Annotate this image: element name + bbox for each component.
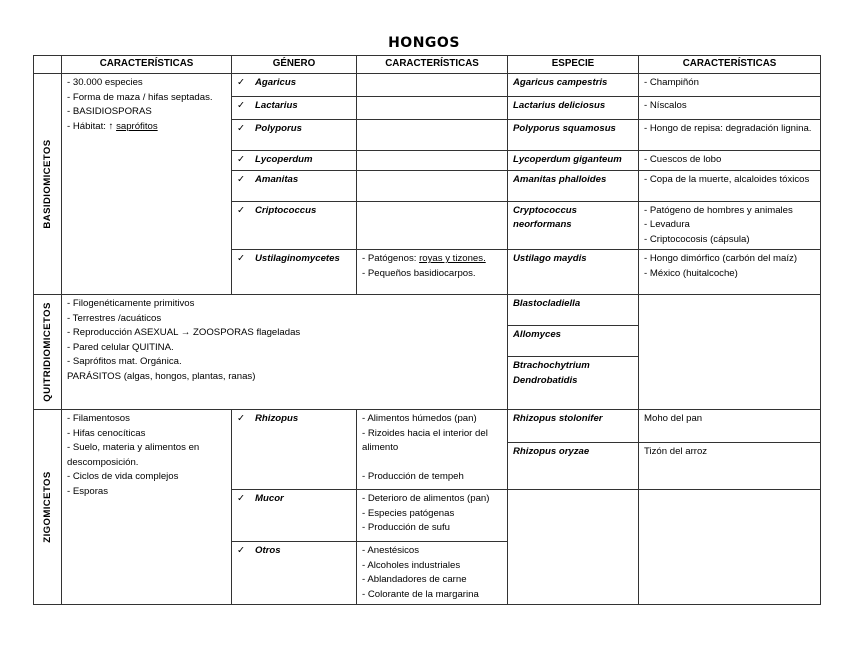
check-icon: ✓ xyxy=(237,545,246,556)
genus-char-line: - Pequeños basidiocarpos. xyxy=(362,267,476,279)
species-char-line: - Hongo dimórfico (carbón del maíz) xyxy=(644,253,798,264)
genus-char-line: - Alcoholes industriales xyxy=(362,559,461,571)
feature-line: - Pared celular QUITINA. xyxy=(67,341,174,353)
species-chars-cell xyxy=(639,295,821,410)
genus-cell xyxy=(232,120,357,151)
species-chars-cell xyxy=(639,250,821,295)
fungi-table xyxy=(33,55,821,605)
species-cell: Blastocladiella xyxy=(508,295,639,326)
group-label-text: BASIDIOMICETOS xyxy=(41,139,53,229)
corner-cell xyxy=(34,56,62,74)
genus-cell xyxy=(232,97,357,120)
genus-chars-cell xyxy=(357,97,508,120)
genus-name: Polyporus xyxy=(255,123,302,134)
feature-line: - Esporas xyxy=(67,485,109,497)
genus-cell xyxy=(232,250,357,295)
quitridiomicetos-features xyxy=(62,295,508,410)
species-char-line: - Hongo de repisa: degradación lignina. xyxy=(644,123,812,134)
header-row xyxy=(34,56,821,74)
feature-line: PARÁSITOS (algas, hongos, plantas, ranas) xyxy=(67,370,256,382)
genus-char-line: - Rizoides hacia el interior del alimento xyxy=(362,427,488,453)
species-cell: Rhizopus oryzae xyxy=(508,443,639,490)
genus-cell xyxy=(232,490,357,542)
genus-name: Lactarius xyxy=(255,100,298,111)
genus-char-line xyxy=(362,252,502,267)
species-cell: Allomyces xyxy=(508,326,639,357)
species-cell: Agaricus campestris xyxy=(508,74,639,97)
table-row xyxy=(34,295,821,326)
genus-char-prefix: - Patógenos: xyxy=(362,253,420,264)
species-char-line: - Levadura xyxy=(644,219,690,230)
genus-name: Lycoperdum xyxy=(255,154,313,165)
feature-underlined: saprófitos xyxy=(116,120,158,132)
species-char-line: - Patógeno de hombres y animales xyxy=(644,204,793,216)
species-cell: Btrachochytrium Dendrobatidis xyxy=(508,357,639,410)
genus-char-line: - Ablandadores de carne xyxy=(362,574,467,585)
genus-chars-cell xyxy=(357,120,508,151)
check-icon: ✓ xyxy=(237,413,246,424)
species-cell: Amanitas phalloides xyxy=(508,170,639,201)
genus-chars-cell xyxy=(357,151,508,171)
table-row xyxy=(34,410,821,443)
genus-cell xyxy=(232,170,357,201)
species-cell xyxy=(508,490,639,605)
genus-cell xyxy=(232,542,357,605)
group-label-zigomicetos xyxy=(34,410,62,605)
page-title: HONGOS xyxy=(388,35,460,51)
feature-line: - Suelo, materia y alimentos en descomposición. xyxy=(67,442,200,468)
genus-name: Agaricus xyxy=(255,77,297,88)
species-chars-cell xyxy=(639,151,821,171)
header-characteristics: CARACTERÍSTICAS xyxy=(62,56,232,74)
genus-chars-cell xyxy=(357,250,508,295)
genus-chars-cell xyxy=(357,542,508,605)
species-cell: Rhizopus stolonifer xyxy=(508,410,639,443)
genus-name: Mucor xyxy=(255,493,284,504)
group-label-text: QUITRIDIOMICETOS xyxy=(41,302,53,402)
genus-name: Otros xyxy=(255,545,281,556)
species-cell: Polyporus squamosus xyxy=(508,120,639,151)
genus-cell xyxy=(232,74,357,97)
species-chars-cell xyxy=(639,97,821,120)
zigomicetos-features xyxy=(62,410,232,605)
feature-line: - Filogenéticamente primitivos xyxy=(67,298,195,309)
feature-prefix: - Hábitat: ↑ xyxy=(67,120,117,132)
feature-line: - Saprófitos mat. Orgánica. xyxy=(67,356,182,367)
species-char-line: - Criptococosis (cápsula) xyxy=(644,233,750,245)
feature-line: - Terrestres /acuáticos xyxy=(67,312,162,324)
group-label-basidiomicetos xyxy=(34,74,62,295)
spacer xyxy=(362,456,502,470)
group-label-quitridiomicetos xyxy=(34,295,62,410)
genus-cell xyxy=(232,201,357,250)
header-genus: GÉNERO xyxy=(232,56,357,74)
species-chars-cell xyxy=(639,120,821,151)
species-chars-cell xyxy=(639,170,821,201)
check-icon: ✓ xyxy=(237,123,246,134)
genus-char-line: - Colorante de la margarina xyxy=(362,588,479,600)
species-chars-cell xyxy=(639,74,821,97)
check-icon: ✓ xyxy=(237,253,246,264)
species-chars-cell: Tizón del arroz xyxy=(639,443,821,490)
species-cell: Lactarius deliciosus xyxy=(508,97,639,120)
table-row xyxy=(34,74,821,97)
genus-name: Rhizopus xyxy=(255,413,299,424)
feature-line: - Ciclos de vida complejos xyxy=(67,471,179,482)
genus-chars-cell xyxy=(357,74,508,97)
species-cell: Ustilago maydis xyxy=(508,250,639,295)
feature-line xyxy=(67,120,226,135)
genus-chars-cell xyxy=(357,170,508,201)
genus-chars-cell xyxy=(357,490,508,542)
genus-name: Criptococcus xyxy=(255,204,317,216)
header-genus-characteristics: CARACTERÍSTICAS xyxy=(357,56,508,74)
feature-line: - BASIDIOSPORAS xyxy=(67,106,152,117)
check-icon: ✓ xyxy=(237,204,246,216)
feature-line: - Filamentosos xyxy=(67,413,130,424)
genus-chars-cell xyxy=(357,201,508,250)
genus-char-line: - Producción de tempeh xyxy=(362,470,464,482)
basidiomicetos-features xyxy=(62,74,232,295)
genus-name: Ustilaginomycetes xyxy=(255,253,340,264)
species-char-line: - México (huitalcoche) xyxy=(644,267,738,279)
group-label-text: ZIGOMICETOS xyxy=(41,471,53,543)
genus-char-line: - Alimentos húmedos (pan) xyxy=(362,413,477,424)
feature-line: - Reproducción ASEXUAL → ZOOSPORAS flageladas xyxy=(67,327,301,338)
species-char-line: - Cuescos de lobo xyxy=(644,154,722,165)
genus-chars-cell xyxy=(357,410,508,490)
species-chars-cell: Moho del pan xyxy=(639,410,821,443)
feature-line: - 30.000 especies xyxy=(67,77,143,88)
species-char-line: - Champiñón xyxy=(644,77,699,88)
check-icon: ✓ xyxy=(237,173,246,185)
genus-char-line: - Especies patógenas xyxy=(362,507,455,519)
header-species: ESPECIE xyxy=(508,56,639,74)
genus-char-underlined: royas y tizones. xyxy=(419,253,486,264)
genus-cell xyxy=(232,151,357,171)
check-icon: ✓ xyxy=(237,154,246,165)
header-species-characteristics: CARACTERÍSTICAS xyxy=(639,56,821,74)
check-icon: ✓ xyxy=(237,77,246,88)
feature-line: - Hifas cenocíticas xyxy=(67,427,146,439)
species-chars-cell xyxy=(639,201,821,250)
species-char-line: - Níscalos xyxy=(644,100,687,111)
check-icon: ✓ xyxy=(237,493,246,504)
genus-char-line: - Deterioro de alimentos (pan) xyxy=(362,493,490,504)
genus-char-line: - Anestésicos xyxy=(362,545,420,556)
species-char-line: - Copa de la muerte, alcaloides tóxicos xyxy=(644,173,810,185)
genus-cell xyxy=(232,410,357,490)
feature-line: - Forma de maza / hifas septadas. xyxy=(67,91,213,103)
species-cell: Cryptococcus neorformans xyxy=(508,201,639,250)
genus-name: Amanitas xyxy=(255,173,299,185)
species-chars-cell xyxy=(639,490,821,605)
species-cell: Lycoperdum giganteum xyxy=(508,151,639,171)
genus-char-line: - Producción de sufu xyxy=(362,522,450,533)
check-icon: ✓ xyxy=(237,100,246,111)
